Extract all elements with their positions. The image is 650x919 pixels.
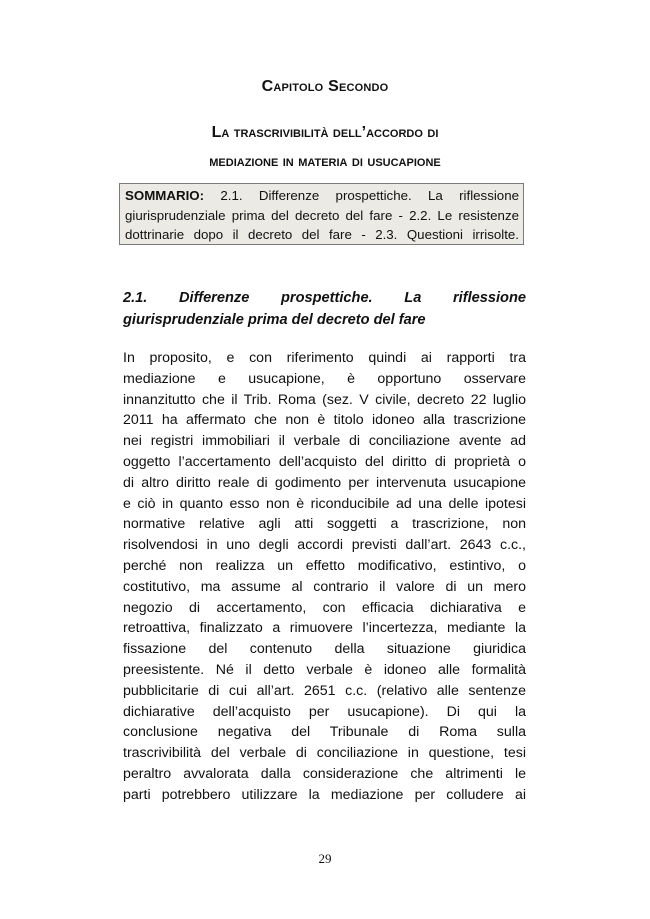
chapter-title — [0, 118, 650, 176]
body-line: In proposito, e con riferimento quindi ai rapporti tra — [123, 350, 526, 366]
section-heading-word: Differenze — [179, 290, 250, 306]
body-line: di altro diritto reale di godimento per intervenuta usucapione — [123, 474, 526, 491]
body-line: 2011 ha affermato che non è titolo idoneo alla trascrizione — [123, 412, 526, 429]
body-line: retroattiva, finalizzato a rimuovere l’incertezza, mediante la — [123, 620, 526, 637]
body-line: perché non realizza un effetto modificativo, estintivo, o — [123, 557, 526, 574]
summary-box — [119, 183, 524, 245]
body-line: normative relative agli atti soggetti a trascrizione, non — [123, 516, 526, 533]
section-heading-word: riflessione — [453, 290, 526, 306]
body-line: oggetto l’accertamento dell’acquisto del diritto di proprietà o — [123, 453, 526, 470]
summary-line: dottrinarie dopo il decreto del fare - 2.3. Questioni irrisolte. — [125, 227, 519, 242]
summary-label: SOMMARIO: — [125, 188, 205, 203]
section-heading-line-1 — [123, 287, 526, 309]
chapter-title-line-2: mediazione in materia di usucapione — [209, 153, 441, 170]
body-line: e ciò in quanto esso non è riconducibile ad una delle ipotesi — [123, 495, 526, 512]
body-line: nei registri immobiliari il verbale di conciliazione avente ad — [123, 433, 526, 450]
section-heading-word: La — [404, 290, 422, 306]
chapter-title-line-1: La trascrivibilità dell’accordo di — [211, 124, 439, 141]
body-line: mediazione e usucapione, è opportuno osservare — [123, 370, 526, 387]
body-line: pubblicitarie di cui all’art. 2651 c.c. (relativo alle sentenze — [123, 682, 526, 699]
body-paragraph — [123, 348, 526, 806]
body-line: fissazione del contenuto della situazione giuridica — [123, 641, 526, 658]
body-line: innanzitutto che il Trib. Roma (sez. V civile, decreto 22 luglio — [123, 391, 526, 408]
summary-line: giurisprudenziale prima del decreto del fare - 2.2. Le resistenze — [125, 207, 519, 223]
body-line: trascrivibilità del verbale di conciliazione in questione, tesi — [123, 745, 526, 762]
body-line: parti potrebbero utilizzare la mediazione per colludere ai — [123, 786, 526, 803]
summary-text: 2.1. Differenze prospettiche. La riflessione — [220, 188, 519, 203]
body-line: preesistente. Né il detto verbale è idoneo alle formalità — [123, 661, 526, 678]
body-line: risolvendosi in uno degli accordi previsti dall’art. 2643 c.c., — [123, 537, 526, 554]
section-heading-line-2: giurisprudenziale prima del decreto del fare — [123, 312, 426, 328]
body-line: costitutivo, ma assume al contrario il valore di un mero — [123, 578, 526, 595]
section-heading-word: prospettiche. — [280, 290, 373, 306]
body-line: conclusione negativa del Tribunale di Roma sulla — [123, 724, 526, 741]
page-number: 29 — [318, 851, 332, 866]
body-line: peraltro avvalorata dalla considerazione che altrimenti le — [123, 765, 526, 782]
body-line: negozio di accertamento, con efficacia dichiarativa e — [123, 599, 526, 616]
section-heading-word: 2.1. — [123, 290, 148, 306]
section-heading — [123, 287, 526, 331]
chapter-heading: Capitolo Secondo — [261, 78, 389, 95]
summary-line — [125, 186, 519, 206]
body-line: dichiarative dell’acquisto per usucapione). Di qui la — [123, 703, 526, 720]
